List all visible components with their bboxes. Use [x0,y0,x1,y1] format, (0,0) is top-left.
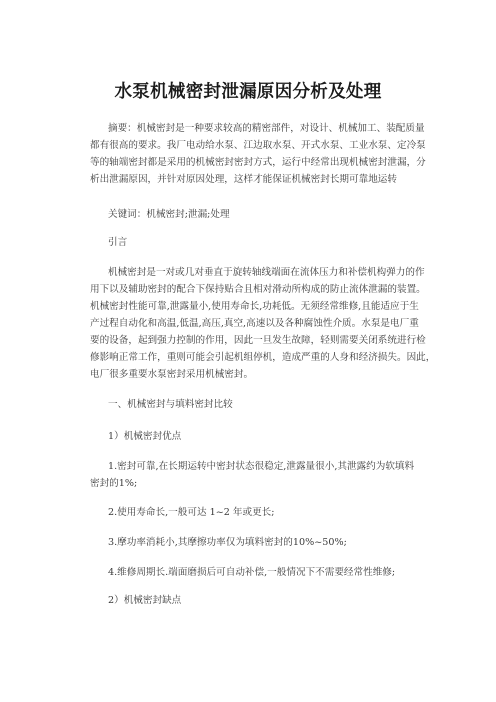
list-item-line: 2.使用寿命长,一般可达 1~2 年或更长; [108,507,275,518]
intro-line: 产过程自动化和高温,低温,高压,真空,高速以及各种腐蚀性介质。水泵是电厂重 [90,318,419,329]
list-item [90,534,422,551]
list-item-line: 1.密封可靠,在长期运转中密封状态很稳定,泄露量很小,其泄露约为软填料 [108,461,415,472]
abstract-paragraph [90,120,426,188]
keywords [90,206,422,223]
intro-line: 机械密封是一对或几对垂直于旋转轴线端面在流体压力和补偿机构弹力的作 [108,267,425,278]
intro-line: 修影响正常工作，重则可能会引起机组停机，造成严重的人身和经济损失。因此， [90,352,436,363]
section-heading [90,396,422,413]
intro-line: 要的设备，起到强力控制的作用，因此一旦发生故障，轻则需要关闭系统进行检 [90,335,426,346]
subsection-heading [90,592,422,609]
section-heading-text: 一、机械密封与填料密封比较 [108,399,233,410]
list-item [90,504,422,521]
list-item-line: 3.摩功率消耗小,其摩擦功率仅为填料密封的10%~50%; [108,537,347,548]
document-title: 水泵机械密封泄漏原因分析及处理 [114,82,382,102]
subsection-heading-text: 1）机械密封优点 [108,431,182,442]
list-item-line: 密封的1%; [90,478,138,489]
subsection-heading-text: 2）机械密封缺点 [108,595,182,606]
intro-line: 电厂很多重要水泵密封采用机械密封。 [90,369,254,380]
intro-line: 用下以及辅助密封的配合下保持贴合且相对滑动所构成的防止流体泄漏的装置。 [90,284,426,295]
list-item [90,564,422,581]
abstract-line: 等的轴端密封都是采用的机械密封密封方式，运行中经常出现机械密封泄漏，分 [90,157,426,168]
intro-heading-text: 引言 [108,237,128,248]
intro-line: 机械密封性能可靠,泄露量小,使用寿命长,功耗低。无须经常维修,且能适应于生 [90,301,419,312]
keywords-text: 关键词：机械密封;泄漏;处理 [108,209,230,220]
intro-paragraph [90,264,436,383]
list-item-line: 4.维修周期长.端面磨损后可自动补偿,一般情况下不需要经常性维修; [108,567,396,578]
list-item [90,458,422,492]
intro-heading [90,234,422,251]
abstract-line: 摘要：机械密封是一种要求较高的精密部件，对设计、机械加工、装配质量 [108,123,425,134]
abstract-line: 都有很高的要求。我厂电动给水泵、江边取水泵、开式水泵、工业水泵、定冷泵 [90,140,426,151]
subsection-heading [90,428,422,445]
abstract-line: 析出泄漏原因，并针对原因处理，这样才能保证机械密封长期可靠地运转 [90,174,397,185]
